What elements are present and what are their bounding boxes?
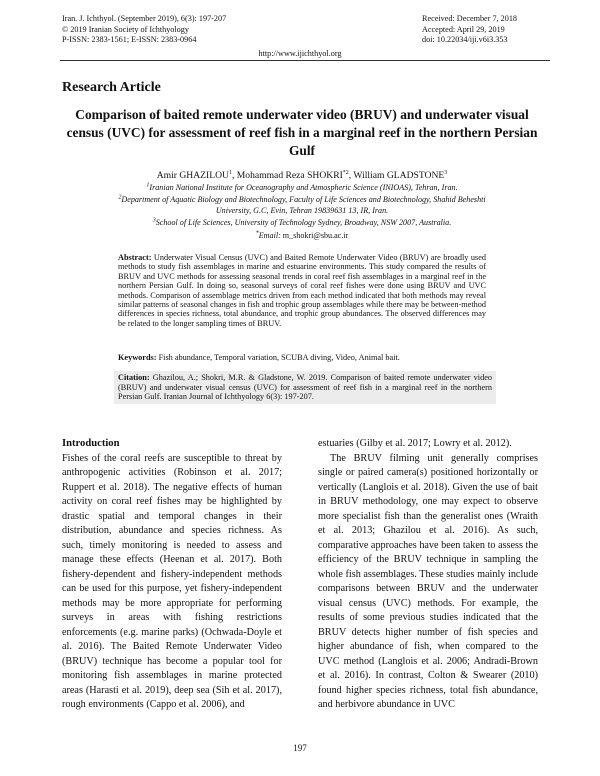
email-line bbox=[100, 231, 504, 242]
received-date: Received: December 7, 2018 bbox=[422, 14, 518, 23]
affiliation-text: Iranian National Institute for Oceanography and Atmospheric Science (INIOAS), Tehran, Iran. bbox=[149, 183, 458, 192]
affiliation-text: School of Life Sciences, University of Technology Sydney, Broadway, NSW 2007, Australia. bbox=[155, 218, 452, 228]
section-heading-introduction: Introduction bbox=[62, 438, 120, 449]
affiliation bbox=[100, 218, 504, 229]
affiliation-sup: 2 bbox=[118, 194, 122, 201]
accepted-date: Accepted: April 29, 2019 bbox=[422, 24, 505, 34]
affiliation bbox=[100, 195, 504, 217]
author-sup: *2 bbox=[342, 169, 349, 176]
author-sup: 1 bbox=[228, 169, 232, 176]
affiliation bbox=[100, 183, 504, 194]
paper-title: Comparison of baited remote underwater video (BRUV) and underwater visual census (UVC) for assessment of reef fish in a marginal reef in the northern Persian Gulf bbox=[66, 107, 538, 158]
abstract-label: Abstract: bbox=[118, 253, 152, 262]
citation-text: Ghazilou, A.; Shokri, M.R. & Gladstone, W. 2019. Comparison of baited remote underwater video (BRUV) and underwater visual census (UVC) for assessment of reef fish in a marginal reef in the northern Persian Gulf. Iranian Journal of Ichthyology 6(3): 197-207. bbox=[118, 373, 492, 402]
keywords-text: Fish abundance, Temporal variation, SCUBA diving, Video, Animal bait. bbox=[156, 353, 400, 362]
body-paragraph: The BRUV filming unit generally comprises single or paired camera(s) positioned horizontally or vertically (Langlois et al. 2018). Given the use of bait in BRUV methodology, one may expect to observe more specialist fish than the generalist ones (Wraith et al. 2013; Ghazilou et al. 2016). As such, comparative approaches have been taken to assess the efficiency of the BRUV technique in sampling the whole fish assemblages. These studies mainly include comparisons between BRUV and the underwater visual census (UVC) methods. For example, the results of some previous studies indicated that the BRUV detects higher number of fish species and higher abundance of fish, when compared to the UVC method (Langlois et al. 2006; Andradi-Brown et al. 2016). In contrast, Colton & Swearer (2010) found higher species richness, total fish abundance, and herbivore abundance in UVC bbox=[318, 452, 538, 710]
abstract bbox=[118, 253, 486, 328]
author-sup: 3 bbox=[444, 169, 448, 176]
body-paragraph: Fishes of the coral reefs are susceptible to threat by anthropogenic activities (Robinson et al. 2017; Ruppert et al. 2018). The negative effects of human activity on coral reef fishes may be highlighted by drastic spatial and temporal changes in their distribution, abundance and species richness. As such, timely monitoring is needed to assess and manage these effects (Heenan et al. 2017). Both fishery-dependent and fishery-independent methods can be used for this purpose, yet fishery-independent methods may be more appropriate for performing surveys in areas with fishing restrictions enforcements (e.g. marine parks) (Ochwada-Doyle et al. 2016). The Baited Remote Underwater Video (BRUV) technique has become a popular tool for monitoring fish assemblages in marine protected areas (Harasti et al. 2019), deep sea (Sih et al. 2017), rough environments (Cappo et al. 2006), and bbox=[62, 452, 282, 710]
article-dates bbox=[422, 14, 517, 46]
journal-info bbox=[62, 14, 226, 46]
email-label: Email: bbox=[258, 230, 281, 240]
author-separator: , bbox=[348, 170, 354, 181]
keywords-label: Keywords: bbox=[118, 353, 157, 362]
author-separator: , bbox=[231, 170, 237, 181]
email-address[interactable]: m_shokri@sbu.ac.ir bbox=[280, 230, 349, 240]
journal-copyright: © 2019 Iranian Society of Ichthyology bbox=[62, 24, 189, 34]
affiliations bbox=[100, 183, 504, 243]
journal-url[interactable]: http://www.ijichthyol.org bbox=[258, 49, 342, 58]
journal-issn: P-ISSN: 2383-1561; E-ISSN: 2383-0964 bbox=[62, 35, 197, 45]
doi: doi: 10.22034/iji.v6i3.353 bbox=[422, 35, 508, 45]
author-name: Mohammad Reza SHOKRI bbox=[236, 170, 343, 181]
article-type: Research Article bbox=[62, 80, 161, 95]
author-name: William GLADSTONE bbox=[353, 170, 445, 181]
citation-box bbox=[114, 371, 496, 404]
affiliation-sup: 1 bbox=[146, 182, 150, 189]
affiliation-text: Department of Aquatic Biology and Biotechnology, Faculty of Life Sciences and Biotechnology, Shahid Beheshti University, G.C, Evin, Tehran 19839631 13, IR, Iran. bbox=[121, 195, 486, 216]
right-column bbox=[318, 437, 538, 713]
citation-label: Citation: bbox=[118, 373, 150, 382]
affiliation-sup: 3 bbox=[152, 217, 156, 224]
keywords bbox=[118, 353, 486, 362]
author-list bbox=[62, 170, 542, 181]
body-paragraph: estuaries (Gilby et al. 2017; Lowry et al. 2012). bbox=[318, 438, 512, 449]
journal-issue: Iran. J. Ichthyol. (September 2019), 6(3): 197-207 bbox=[62, 14, 227, 23]
author-name: Amir GHAZILOU bbox=[156, 170, 229, 181]
email-sup: * bbox=[255, 230, 259, 236]
abstract-text: Underwater Visual Census (UVC) and Baited Remote Underwater Video (BRUV) are broadly used methods to study fish assemblages in marine and estuarine environments. This study compared the results of BRUV and UVC methods for assessing seasonal trends in coral reef fish assemblages in a marginal reef in the northern Persian Gulf. In doing so, seasonal surveys of coral reef fishes were done using BRUV and UVC methods. Comparison of assemblage metrics driven from each method indicated that both methods may reveal similar patterns of seasonal changes in fish and trophic group assemblages while there may be between-method differences in species richness, total abundance, and trophic group abundances. The observed differences may be related to the longer sampling times of BRUV. bbox=[118, 253, 486, 328]
left-column bbox=[62, 437, 282, 713]
page-number: 197 bbox=[293, 743, 307, 753]
header-divider bbox=[60, 60, 550, 61]
